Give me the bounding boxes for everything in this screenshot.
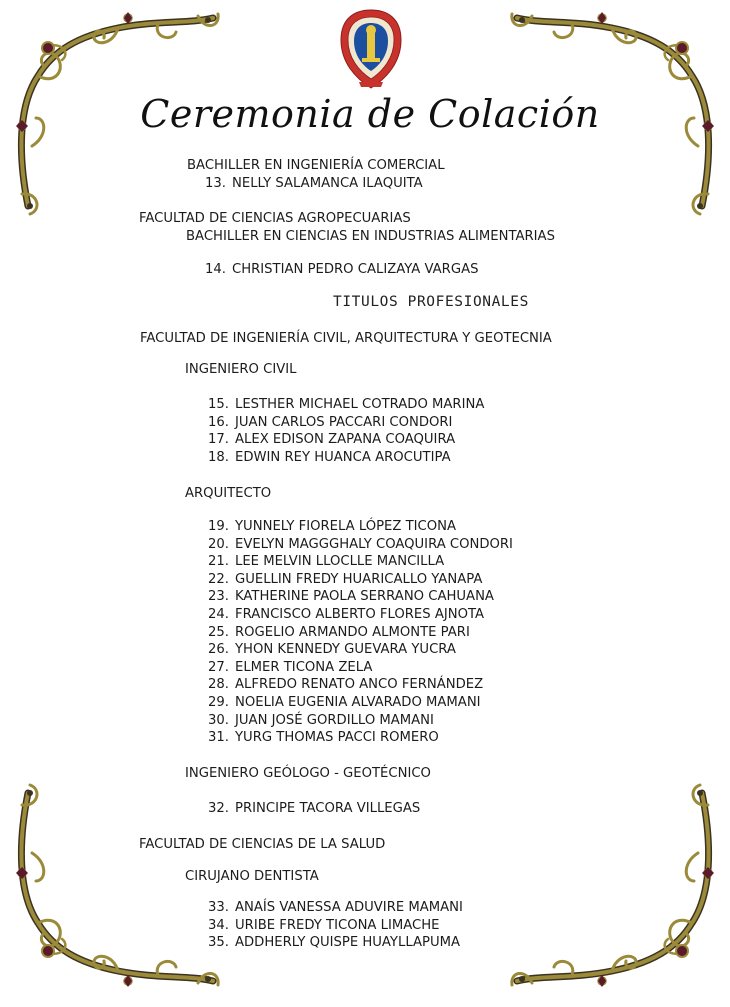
graduate-entry [208, 396, 484, 413]
graduate-entry [208, 917, 440, 934]
graduate-entry [208, 518, 456, 535]
graduate-entry [208, 588, 494, 605]
graduate-name: ELMER TICONA ZELA [235, 659, 373, 675]
graduate-entry [208, 624, 470, 641]
entry-number: 26. [208, 642, 229, 658]
graduate-name: EDWIN REY HUANCA AROCUTIPA [235, 449, 451, 465]
entry-number: 29. [208, 695, 229, 710]
graduate-name: ANAÍS VANESSA ADUVIRE MAMANI [235, 900, 463, 915]
graduate-name: EVELYN MAGGGHALY COAQUIRA CONDORI [235, 536, 513, 552]
entry-number: 18. [208, 449, 229, 465]
entry-number: 31. [208, 730, 229, 746]
page-title: Ceremonia de Colación [140, 92, 600, 136]
graduate-name: GUELLIN FREDY HUARICALLO YANAPA [235, 571, 483, 587]
graduate-entry [208, 934, 460, 951]
entry-number: 16. [208, 414, 229, 430]
entry-number: 35. [208, 935, 229, 951]
section-heading: TITULOS PROFESIONALES [333, 294, 529, 310]
graduate-entry [208, 553, 444, 570]
faculty-heading: FACULTAD DE CIENCIAS AGROPECUARIAS [139, 211, 411, 226]
corner-ornament-bottom-left [8, 778, 223, 993]
entry-number: 24. [208, 607, 229, 622]
graduate-entry [208, 800, 420, 817]
graduate-name: KATHERINE PAOLA SERRANO CAHUANA [235, 589, 494, 605]
graduate-name: NOELIA EUGENIA ALVARADO MAMANI [235, 695, 481, 710]
entry-number: 23. [208, 589, 229, 605]
graduate-name: ADDHERLY QUISPE HUAYLLAPUMA [235, 935, 460, 951]
graduate-entry [208, 641, 456, 658]
degree-heading: INGENIERO GEÓLOGO - GEOTÉCNICO [185, 766, 431, 781]
graduate-name: ROGELIO ARMANDO ALMONTE PARI [235, 624, 470, 640]
graduate-name: JUAN CARLOS PACCARI CONDORI [235, 414, 453, 430]
graduate-name: YUNNELY FIORELA LÓPEZ TICONA [235, 519, 457, 534]
entry-number: 33. [208, 900, 229, 915]
graduate-entry [208, 729, 439, 746]
graduate-name: LESTHER MICHAEL COTRADO MARINA [235, 397, 485, 412]
entry-number: 25. [208, 624, 229, 640]
graduate-entry [208, 536, 513, 553]
university-seal-logo [337, 8, 405, 90]
graduate-entry: 13. NELLY SALAMANCA ILAQUITA [205, 176, 423, 191]
entry-number: 30. [208, 712, 229, 728]
entry-number: 28. [208, 677, 229, 693]
entry-number: 15. [208, 397, 229, 412]
corner-ornament-bottom-right [507, 778, 722, 993]
graduate-name: YURG THOMAS PACCI ROMERO [235, 730, 439, 746]
graduate-name: PRINCIPE TACORA VILLEGAS [235, 801, 421, 816]
graduate-entry: 14. CHRISTIAN PEDRO CALIZAYA VARGAS [205, 262, 479, 277]
graduate-name: JUAN JOSÉ GORDILLO MAMANI [235, 712, 434, 728]
graduate-entry [208, 431, 455, 448]
degree-heading: ARQUITECTO [185, 486, 272, 501]
graduate-entry [208, 694, 481, 711]
graduate-entry [208, 571, 482, 588]
graduate-name: LEE MELVIN LLOCLLE MANCILLA [235, 554, 445, 570]
graduate-name: YHON KENNEDY GUEVARA YUCRA [235, 642, 456, 658]
degree-heading: BACHILLER EN CIENCIAS EN INDUSTRIAS ALIMENTARIAS [186, 229, 555, 244]
graduate-name: ALFREDO RENATO ANCO FERNÁNDEZ [235, 677, 484, 693]
graduate-name: URIBE FREDY TICONA LIMACHE [235, 917, 440, 933]
graduate-entry [208, 712, 434, 729]
graduate-name: ALEX EDISON ZAPANA COAQUIRA [235, 432, 456, 448]
entry-number: 22. [208, 571, 229, 587]
graduate-entry [208, 676, 483, 693]
faculty-heading: FACULTAD DE INGENIERÍA CIVIL, ARQUITECTURA Y GEOTECNIA [140, 331, 552, 346]
entry-number: 32. [208, 801, 229, 816]
entry-number: 27. [208, 659, 229, 675]
faculty-heading: FACULTAD DE CIENCIAS DE LA SALUD [139, 837, 386, 852]
graduate-entry [208, 449, 451, 466]
graduate-entry [208, 899, 463, 916]
graduate-entry [208, 414, 452, 431]
entry-number: 20. [208, 536, 229, 552]
entry-number: 19. [208, 519, 229, 534]
graduate-entry [208, 606, 484, 623]
graduate-entry [208, 659, 372, 676]
entry-number: 21. [208, 554, 229, 570]
graduate-name: FRANCISCO ALBERTO FLORES AJNOTA [235, 607, 485, 622]
degree-heading: INGENIERO CIVIL [185, 362, 297, 377]
entry-number: 34. [208, 917, 229, 933]
entry-number: 17. [208, 432, 229, 448]
degree-heading: CIRUJANO DENTISTA [185, 869, 319, 884]
degree-heading: BACHILLER EN INGENIERÍA COMERCIAL [187, 158, 445, 173]
